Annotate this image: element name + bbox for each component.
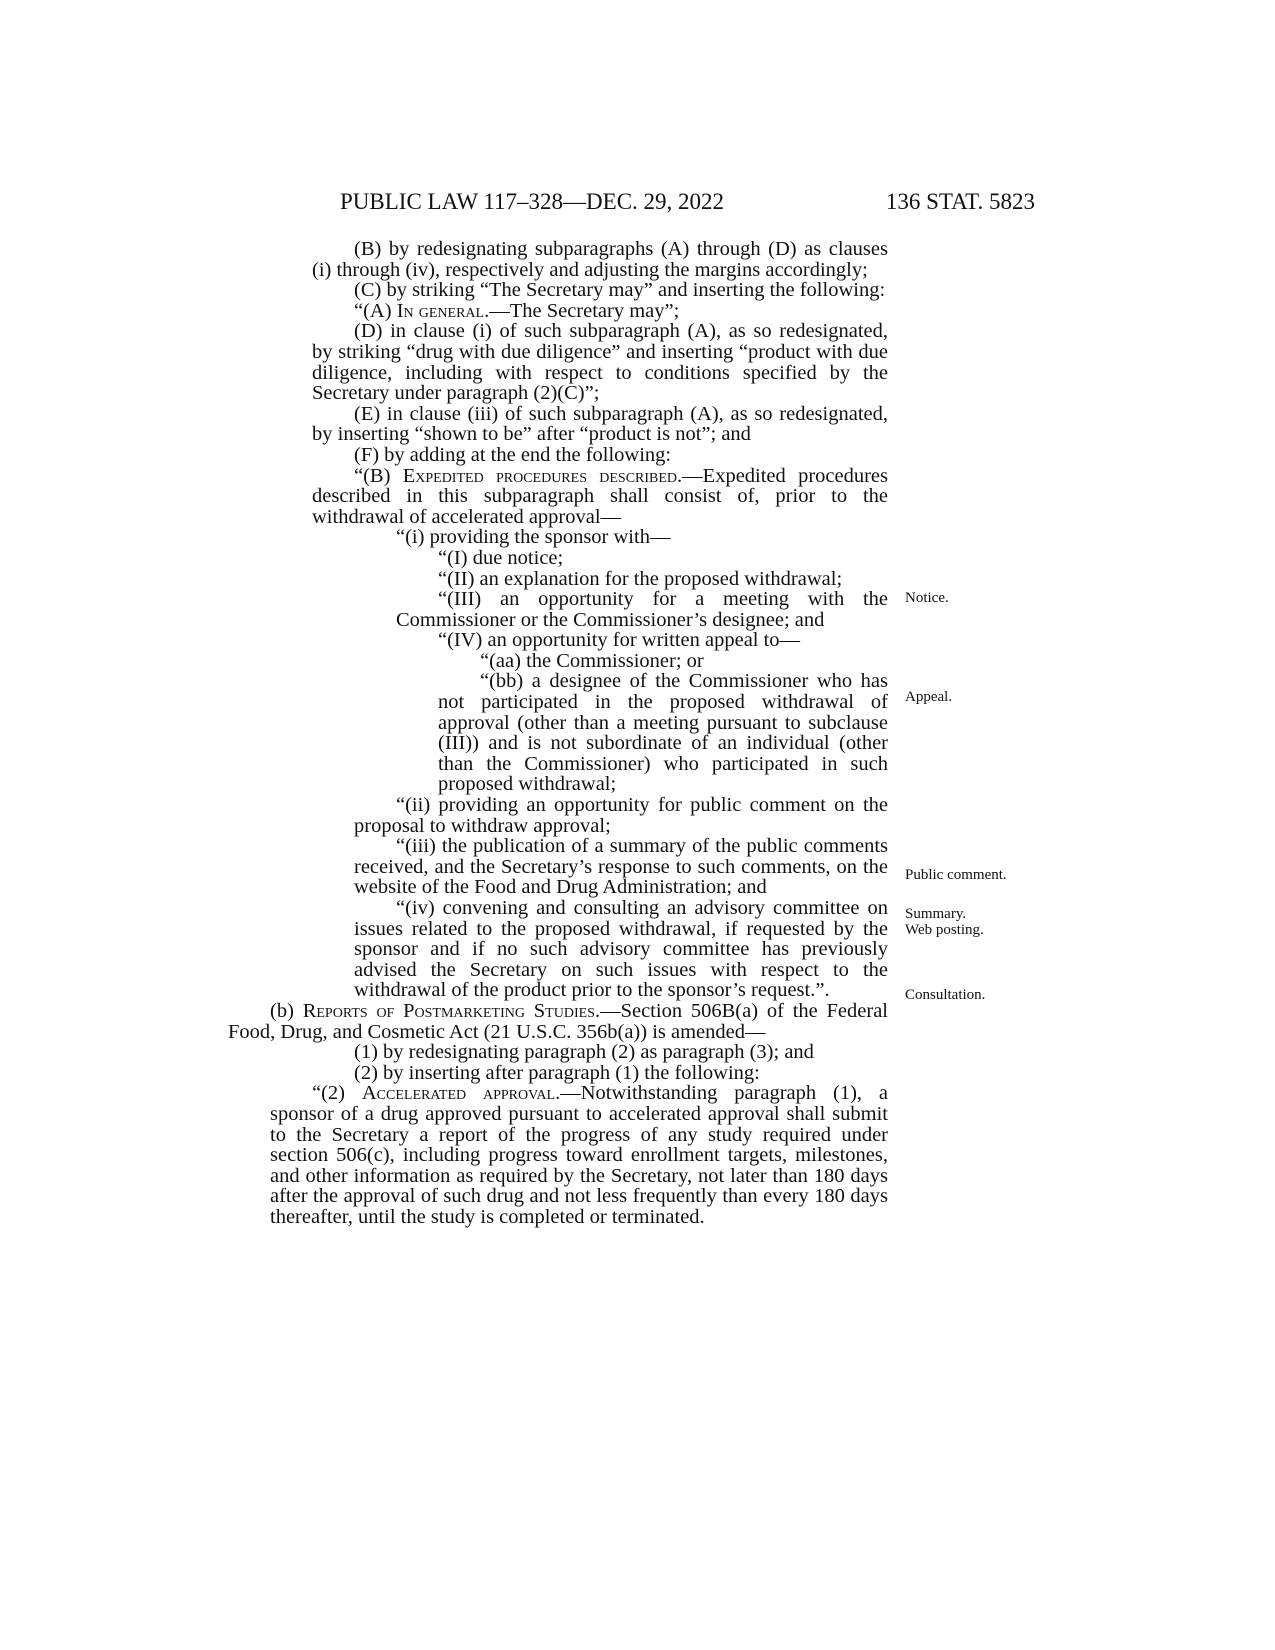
paragraph-F: (F) by adding at the end the following: <box>354 443 672 466</box>
paragraph-A-in-general: “(A) In general.—The Secretary may”; <box>354 299 680 322</box>
paragraph-D: (D) in clause (i) of such subparagraph (A), as so redesignated, by striking “drug with due diligence” and inserting “product with due diligence, including with respect to conditions specified by the Secretary under paragraph (2)(C)”; <box>312 320 888 405</box>
margin-note-notice: Notice. <box>905 590 949 606</box>
margin-note-summary: Summary. <box>905 906 967 922</box>
item-aa: “(aa) the Commissioner; or <box>480 649 704 672</box>
paragraph-accelerated-approval: “(2) Accelerated approval.—Notwithstanding paragraph (1), a sponsor of a drug approved pursuant to accelerated approval shall submit to the Secretary a report of the progress of any study required under section 506(c), including progress toward enrollment targets, milestones, and other information as required by the Secretary, not later than 180 days after the approval of such drug and not less frequently than every 180 days thereafter, until the study is completed or terminated. <box>270 1082 888 1228</box>
page-header <box>0 186 1275 218</box>
page-number: 136 STAT. 5823 <box>885 189 1035 214</box>
paragraph-B: (B) by redesignating subparagraphs (A) through (D) as clauses (i) through (iv), respectively and adjusting the margins accordingly; <box>312 238 888 281</box>
item-bb: “(bb) a designee of the Commissioner who has not participated in the proposed withdrawal of approval (other than a meeting pursuant to subclause (III)) and is not subordinate of an individual (other than the Commissioner) who participated in such proposed withdrawal; <box>438 670 888 796</box>
subsection-b: (b) Reports of Postmarketing Studies.—Section 506B(a) of the Federal Food, Drug, and Cosmetic Act (21 U.S.C. 356b(a)) is amended— <box>228 999 888 1043</box>
paragraph-1: (1) by redesignating paragraph (2) as paragraph (3); and <box>354 1041 814 1064</box>
running-head: PUBLIC LAW 117–328—DEC. 29, 2022 <box>340 189 725 214</box>
margin-note-public-comment: Public comment. <box>905 867 1007 883</box>
clause-ii: “(ii) providing an opportunity for public comment on the proposal to withdraw approval; <box>354 794 888 837</box>
margin-note-consultation: Consultation. <box>905 987 986 1003</box>
document-body <box>228 239 888 1228</box>
clause-iv: “(iv) convening and consulting an advisory committee on issues related to the proposed withdrawal, if requested by the sponsor and if no such advisory committee has previously advised the Secretary on such issues with respect to the withdrawal of the product prior to the sponsor’s request.”. <box>354 897 888 1002</box>
margin-note-appeal: Appeal. <box>905 689 953 705</box>
paragraph-E: (E) in clause (iii) of such subparagraph (A), as so redesignated, by inserting “shown to be” after “product is not”; and <box>312 402 888 446</box>
margin-note-web-posting: Web posting. <box>905 922 984 938</box>
paragraph-2: (2) by inserting after paragraph (1) the following: <box>354 1061 760 1084</box>
subclause-II: “(II) an explanation for the proposed withdrawal; <box>438 567 843 590</box>
subclause-III: “(III) an opportunity for a meeting with the Commissioner or the Commissioner’s designee; and <box>396 588 888 631</box>
clause-i: “(i) providing the sponsor with— <box>396 526 671 549</box>
paragraph-expedited-procedures: “(B) Expedited procedures described.—Expedited procedures described in this subparagraph shall consist of, prior to the withdrawal of accelerated approval— <box>312 464 888 528</box>
paragraph-C: (C) by striking “The Secretary may” and inserting the following: <box>354 279 886 302</box>
clause-iii: “(iii) the publication of a summary of the public comments received, and the Secretary’s response to such comments, on the website of the Food and Drug Administration; and <box>354 835 888 899</box>
subclause-I: “(I) due notice; <box>438 546 564 569</box>
subclause-IV: “(IV) an opportunity for written appeal to— <box>438 629 801 652</box>
